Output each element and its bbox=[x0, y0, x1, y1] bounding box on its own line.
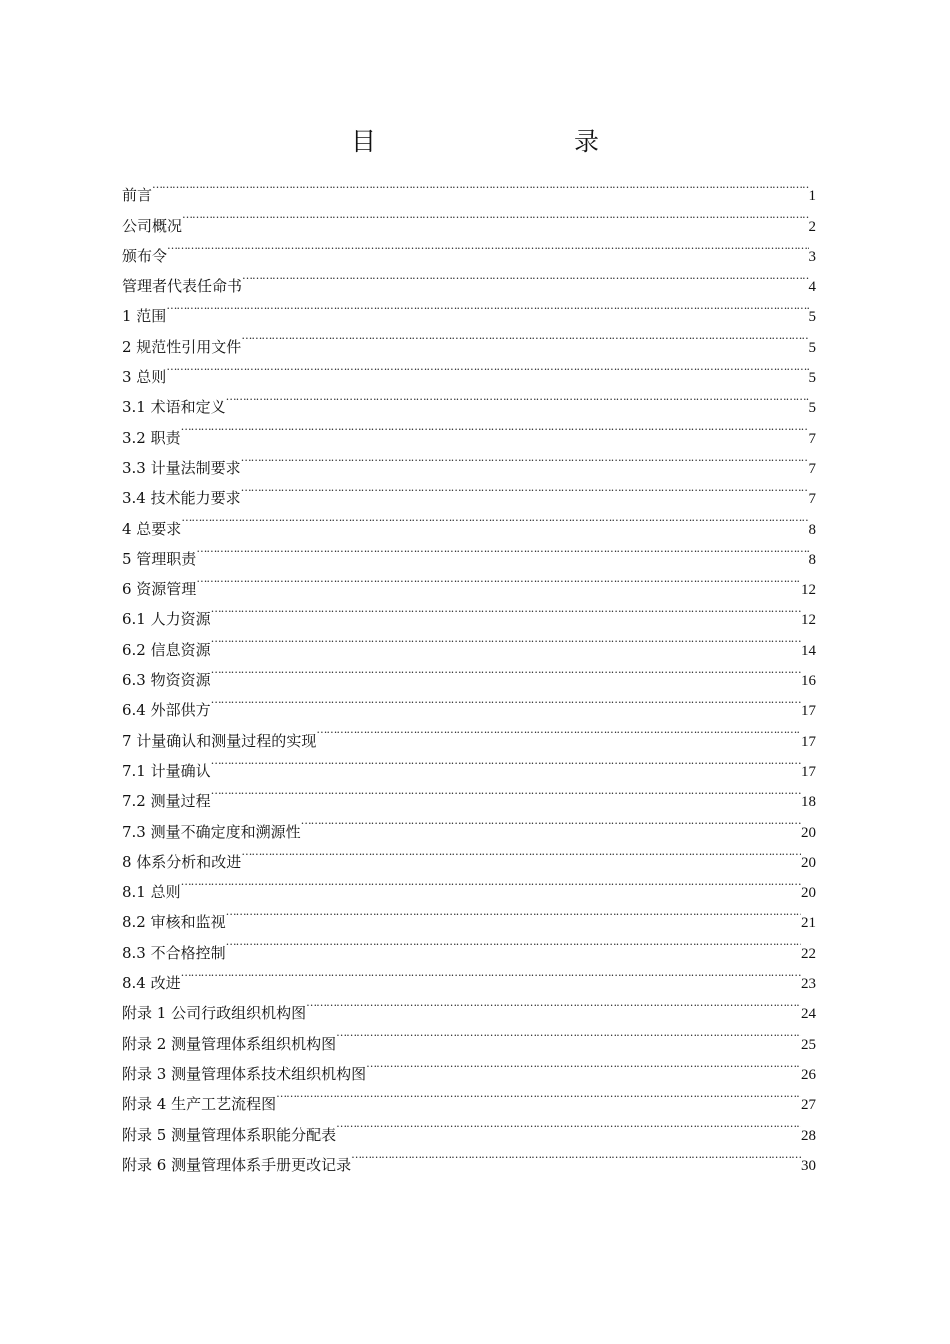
toc-leader-dots bbox=[241, 473, 809, 503]
toc-entry[interactable] bbox=[122, 503, 816, 538]
toc-entry-page-number: 18 bbox=[801, 794, 816, 811]
toc-entry-page-number: 3 bbox=[808, 248, 816, 265]
page-title: 目 录 bbox=[351, 127, 694, 156]
toc-entry-page-number: 30 bbox=[801, 1157, 816, 1174]
toc-entry-label: 管理者代表任命书 bbox=[122, 277, 243, 296]
toc-entry-page-number: 12 bbox=[801, 612, 816, 629]
toc-entry-label: 5 管理职责 bbox=[122, 549, 197, 568]
toc-leader-dots bbox=[181, 503, 808, 533]
toc-entry-label: 4 总要求 bbox=[122, 519, 182, 538]
toc-entry-label: 7.2 测量过程 bbox=[122, 792, 211, 811]
toc-entry[interactable] bbox=[122, 412, 816, 447]
toc-entry[interactable] bbox=[122, 321, 816, 356]
toc-leader-dots bbox=[351, 1140, 801, 1170]
toc-entry[interactable] bbox=[122, 867, 816, 902]
toc-entry-page-number: 14 bbox=[801, 642, 816, 659]
toc-entry-page-number: 1 bbox=[808, 188, 816, 205]
toc-entry[interactable] bbox=[122, 655, 816, 690]
toc-entry[interactable] bbox=[122, 534, 816, 568]
toc-entry[interactable] bbox=[122, 382, 816, 417]
toc-leader-dots bbox=[276, 1079, 801, 1109]
toc-leader-dots bbox=[316, 715, 801, 745]
toc-entry-page-number: 27 bbox=[801, 1097, 816, 1114]
toc-entry-label: 1 范围 bbox=[122, 307, 167, 326]
toc-entry-page-number: 7 bbox=[808, 460, 816, 477]
toc-leader-dots bbox=[182, 200, 808, 230]
toc-entry-page-number: 7 bbox=[808, 430, 816, 447]
toc-entry[interactable] bbox=[122, 927, 816, 962]
toc-entry-label: 附录 6 测量管理体系手册更改记录 bbox=[122, 1155, 352, 1174]
toc-entry-page-number: 5 bbox=[808, 339, 816, 356]
toc-leader-dots bbox=[242, 261, 808, 291]
toc-leader-dots bbox=[211, 685, 801, 715]
toc-entry-page-number: 24 bbox=[801, 1006, 816, 1023]
toc-entry[interactable] bbox=[122, 806, 816, 841]
toc-entry-label: 7.1 计量确认 bbox=[122, 761, 211, 780]
toc-entry[interactable] bbox=[122, 958, 816, 993]
table-of-contents bbox=[122, 170, 816, 1174]
toc-entry-page-number: 8 bbox=[808, 521, 816, 538]
toc-entry-label: 6.1 人力资源 bbox=[122, 610, 211, 629]
toc-leader-dots bbox=[167, 231, 808, 261]
toc-entry-label: 前言 bbox=[122, 186, 153, 205]
toc-entry[interactable] bbox=[122, 200, 816, 235]
toc-entry[interactable] bbox=[122, 897, 816, 932]
toc-leader-dots bbox=[181, 867, 801, 897]
toc-entry[interactable] bbox=[122, 988, 816, 1023]
toc-leader-dots bbox=[306, 988, 801, 1018]
toc-entry[interactable] bbox=[122, 261, 816, 296]
toc-entry-label: 8.1 总则 bbox=[122, 883, 181, 902]
toc-entry-label: 8.4 改进 bbox=[122, 974, 181, 993]
toc-entry[interactable] bbox=[122, 231, 816, 265]
toc-leader-dots bbox=[226, 927, 801, 957]
toc-entry-page-number: 23 bbox=[801, 976, 816, 993]
toc-leader-dots bbox=[211, 594, 801, 624]
toc-leader-dots bbox=[336, 1018, 801, 1048]
toc-entry-page-number: 4 bbox=[808, 279, 816, 296]
toc-entry[interactable] bbox=[122, 715, 816, 750]
toc-entry-page-number: 2 bbox=[808, 218, 816, 235]
toc-leader-dots bbox=[196, 534, 808, 564]
toc-entry[interactable] bbox=[122, 291, 816, 326]
toc-entry-page-number: 17 bbox=[801, 703, 816, 720]
toc-entry-page-number: 7 bbox=[808, 491, 816, 508]
toc-entry-page-number: 5 bbox=[808, 309, 816, 326]
toc-entry[interactable] bbox=[122, 352, 816, 387]
toc-entry-page-number: 22 bbox=[801, 945, 816, 962]
toc-entry[interactable] bbox=[122, 594, 816, 629]
toc-leader-dots bbox=[241, 321, 808, 351]
toc-leader-dots bbox=[211, 776, 801, 806]
toc-entry[interactable] bbox=[122, 170, 816, 205]
toc-entry-label: 附录 4 生产工艺流程图 bbox=[122, 1095, 277, 1114]
toc-entry-label: 6.2 信息资源 bbox=[122, 640, 211, 659]
toc-entry-label: 2 规范性引用文件 bbox=[122, 337, 242, 356]
toc-entry-label: 8 体系分析和改进 bbox=[122, 852, 242, 871]
toc-entry-page-number: 16 bbox=[801, 673, 816, 690]
toc-entry-label: 3 总则 bbox=[122, 368, 167, 387]
toc-entry-label: 附录 5 测量管理体系职能分配表 bbox=[122, 1125, 337, 1144]
toc-entry-label: 公司概况 bbox=[122, 216, 183, 235]
toc-entry-label: 6 资源管理 bbox=[122, 580, 197, 599]
toc-leader-dots bbox=[152, 170, 808, 200]
toc-entry[interactable] bbox=[122, 776, 816, 811]
toc-entry-label: 7 计量确认和测量过程的实现 bbox=[122, 731, 317, 750]
toc-leader-dots bbox=[166, 291, 808, 321]
toc-entry-page-number: 5 bbox=[808, 400, 816, 417]
toc-leader-dots bbox=[226, 897, 801, 927]
toc-entry-label: 3.1 术语和定义 bbox=[122, 398, 226, 417]
toc-entry[interactable] bbox=[122, 685, 816, 720]
toc-entry-page-number: 20 bbox=[801, 824, 816, 841]
toc-entry-label: 颁布令 bbox=[122, 246, 168, 265]
toc-entry-label: 3.2 职责 bbox=[122, 428, 181, 447]
toc-leader-dots bbox=[241, 837, 801, 867]
toc-leader-dots bbox=[226, 382, 809, 412]
toc-leader-dots bbox=[181, 412, 809, 442]
toc-entry[interactable] bbox=[122, 624, 816, 659]
toc-entry-page-number: 12 bbox=[801, 582, 816, 599]
toc-entry-page-number: 17 bbox=[801, 763, 816, 780]
toc-entry-page-number: 20 bbox=[801, 885, 816, 902]
toc-leader-dots bbox=[366, 1049, 801, 1079]
toc-entry-label: 6.3 物资资源 bbox=[122, 671, 211, 690]
toc-entry[interactable] bbox=[122, 746, 816, 780]
toc-entry-page-number: 17 bbox=[801, 733, 816, 750]
toc-entry-page-number: 21 bbox=[801, 915, 816, 932]
toc-entry-page-number: 8 bbox=[808, 551, 816, 568]
toc-leader-dots bbox=[166, 352, 808, 382]
toc-leader-dots bbox=[211, 655, 801, 685]
toc-entry-label: 附录 2 测量管理体系组织机构图 bbox=[122, 1034, 337, 1053]
toc-entry-label: 7.3 测量不确定度和溯源性 bbox=[122, 822, 301, 841]
toc-entry-page-number: 20 bbox=[801, 854, 816, 871]
toc-leader-dots bbox=[336, 1109, 801, 1139]
toc-entry[interactable] bbox=[122, 564, 816, 599]
toc-entry-page-number: 26 bbox=[801, 1066, 816, 1083]
toc-entry-label: 附录 1 公司行政组织机构图 bbox=[122, 1004, 307, 1023]
toc-entry-page-number: 28 bbox=[801, 1127, 816, 1144]
toc-entry-label: 8.2 审核和监视 bbox=[122, 913, 226, 932]
toc-leader-dots bbox=[301, 806, 801, 836]
toc-entry-page-number: 25 bbox=[801, 1036, 816, 1053]
toc-leader-dots bbox=[241, 443, 809, 473]
toc-entry[interactable] bbox=[122, 443, 816, 477]
toc-leader-dots bbox=[181, 958, 801, 988]
toc-entry-label: 8.3 不合格控制 bbox=[122, 943, 226, 962]
toc-entry-label: 附录 3 测量管理体系技术组织机构图 bbox=[122, 1064, 367, 1083]
toc-leader-dots bbox=[196, 564, 801, 594]
toc-entry-page-number: 5 bbox=[808, 370, 816, 387]
toc-leader-dots bbox=[211, 624, 801, 654]
toc-leader-dots bbox=[211, 746, 801, 776]
toc-entry-label: 3.4 技术能力要求 bbox=[122, 489, 241, 508]
toc-entry-label: 6.4 外部供方 bbox=[122, 701, 211, 720]
toc-entry-label: 3.3 计量法制要求 bbox=[122, 458, 241, 477]
